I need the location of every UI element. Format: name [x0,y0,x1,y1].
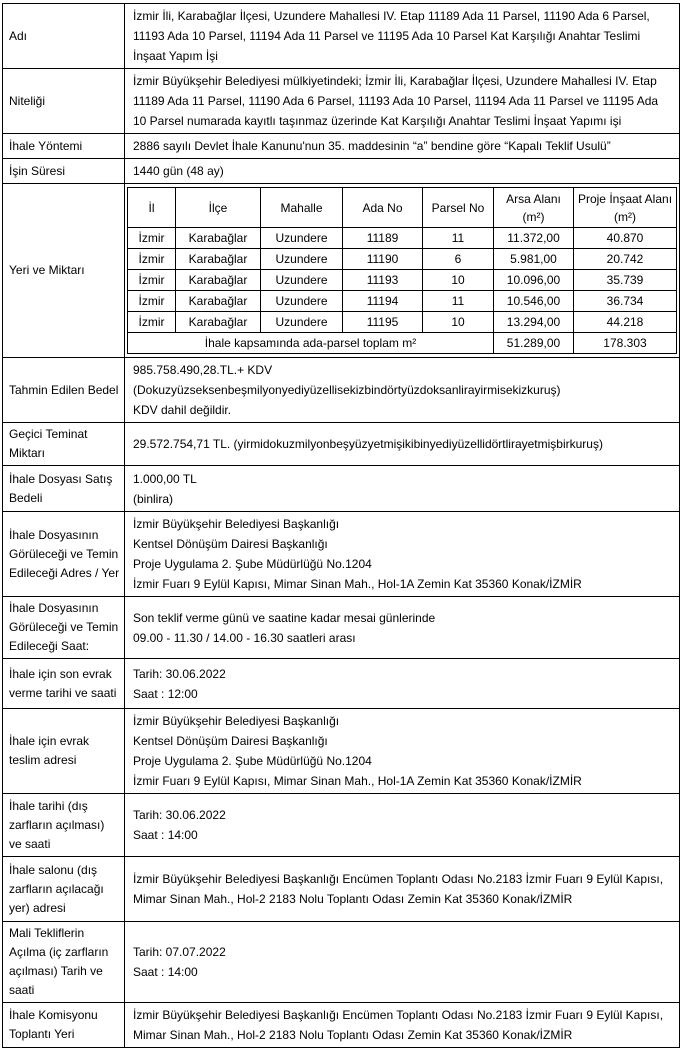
row-label: İhale için evrak teslim adresi [3,709,125,794]
parcel-header-ilce: İlçe [176,188,261,228]
parcel-cell: 6 [423,249,494,270]
parcel-row [128,312,677,333]
value-text: İzmir Büyükşehir Belediyesi mülkiyetindeki; İzmir İli, Karabağlar İlçesi, Uzundere Mahallesi IV. Etap 11189 Ada 11 Parsel, 11190 Ada 6 Parsel, 11193 Ada 10 Parsel, 11194 Ada 11 Parsel ve 11195 Ada 10 Parsel numarada kayıtlı taşınmaz üzerinde Kat Karşılığı Anahtar Teslimi İnşaat Yapımı işi [133,74,659,128]
value-text: Tarih: 30.06.2022 [133,666,226,681]
parcel-header-row [128,188,677,228]
value-text: İzmir Büyükşehir Belediyesi Başkanlığı Encümen Toplantı Odası No.2183 İzmir Fuarı 9 Eylül Kapısı, Mimar Sinan Mah., Hol-2 2183 Nolu Toplantı Odası Zemin Kat 35360 Konak/İZMİR [133,1008,664,1042]
parcel-cell: 36.734 [574,291,677,312]
parcel-cell: Uzundere [261,291,343,312]
parcel-cell: 35.739 [574,270,677,291]
parcel-cell: İzmir [128,228,176,249]
parcel-cell: İzmir [128,249,176,270]
row-label: İşin Süresi [3,159,125,184]
value-text: 1440 gün (48 ay) [133,164,224,178]
value-text: (binlira) [133,491,174,506]
parcel-total-label: İhale kapsamında ada-parsel toplam m² [128,333,494,354]
row-label: İhale Yöntemi [3,134,125,159]
row-label: İhale tarihi (dış zarfların açılması) ve saati [3,794,125,857]
row-ihale-salonu [3,857,680,922]
parcel-cell: İzmir [128,291,176,312]
row-label: İhale Dosyası Satış Bedeli [3,466,125,512]
parcel-header-parsel-no: Parsel No [423,188,494,228]
value-text: Proje Uygulama 2. Şube Müdürlüğü No.1204 [133,754,372,768]
parcel-cell: Uzundere [261,312,343,333]
parcel-cell: 13.294,00 [494,312,574,333]
parcel-cell: 11.372,00 [494,228,574,249]
parcel-table [127,187,677,354]
value-text: İzmir İli, Karabağlar İlçesi, Uzundere Mahallesi IV. Etap 11189 Ada 11 Parsel, 11190 Ada 6 Parsel, 11193 Ada 10 Parsel, 11194 Ada 11 Parsel ve 11195 Ada 10 Parsel Kat Karşılığı Anahtar Teslimi İnşaat Yapım İşi [133,9,650,63]
row-isin-suresi [3,159,680,184]
value-text: Kentsel Dönüşüm Dairesi Başkanlığı [133,537,328,551]
parcel-header-mahalle: Mahalle [261,188,343,228]
parcel-total-row [128,333,677,354]
row-value [125,134,680,159]
row-value [125,709,680,794]
parcel-cell: Karabağlar [176,291,261,312]
row-value [125,1003,680,1048]
parcel-cell: 11190 [343,249,423,270]
parcel-cell: 11194 [343,291,423,312]
row-ihale-tarihi [3,794,680,857]
row-gecici-teminat [3,423,680,466]
parcel-cell: Uzundere [261,228,343,249]
row-value [125,69,680,134]
row-label: İhale için son evrak verme tarihi ve saati [3,659,125,709]
parcel-cell: 20.742 [574,249,677,270]
row-label: İhale Komisyonu Toplantı Yeri [3,1003,125,1048]
parcel-header-ada-no: Ada No [343,188,423,228]
parcel-row [128,228,677,249]
parcel-cell: 5.981,00 [494,249,574,270]
value-text: İzmir Büyükşehir Belediyesi Başkanlığı Encümen Toplantı Odası No.2183 İzmir Fuarı 9 Eylül Kapısı, Mimar Sinan Mah., Hol-2 2183 Nolu Toplantı Odası Zemin Kat 35360 Konak/İZMİR [133,872,664,906]
row-label: İhale Dosyasının Görüleceği ve Temin Edileceği Saat: [3,597,125,659]
row-value [125,466,680,512]
parcel-cell: İzmir [128,270,176,291]
row-adi [3,4,680,69]
row-dosya-saat [3,597,680,659]
row-ihale-yontemi [3,134,680,159]
row-label: Tahmin Edilen Bedel [3,358,125,423]
parcel-header-proje-insaat: Proje İnşaat Alanı (m²) [574,188,677,228]
row-value [125,423,680,466]
value-text: Tarih: 30.06.2022 [133,808,226,822]
value-text: 09.00 - 11.30 / 14.00 - 16.30 saatleri arası [133,630,356,645]
parcel-cell: İzmir [128,312,176,333]
parcel-cell: Karabağlar [176,249,261,270]
row-tahmin-edilen-bedel [3,358,680,423]
value-text: Saat : 14:00 [133,965,198,979]
parcel-row [128,291,677,312]
parcel-cell: 11189 [343,228,423,249]
value-text: 29.572.754,71 TL. (yirmidokuzmilyonbeşyüzyetmişikibinyediyüzellidörtlirayetmişbirkuruş) [133,437,603,451]
parcel-cell: 10 [423,312,494,333]
value-text: Kentsel Dönüşüm Dairesi Başkanlığı [133,734,328,748]
row-label: İhale salonu (dış zarfların açılacağı yer) adresi [3,857,125,922]
parcel-cell: Uzundere [261,270,343,291]
parcel-cell: 10 [423,270,494,291]
row-label: Yeri ve Miktarı [3,184,125,358]
row-son-evrak [3,659,680,709]
row-niteligi [3,69,680,134]
tender-notice-table [2,3,680,1048]
row-value [125,4,680,69]
parcel-cell: Karabağlar [176,312,261,333]
parcel-cell: 10.546,00 [494,291,574,312]
value-text: Tarih: 07.07.2022 [133,945,226,959]
parcel-total-proje: 178.303 [574,333,677,354]
row-value [125,794,680,857]
row-value [125,597,680,659]
value-text: İzmir Büyükşehir Belediyesi Başkanlığı [133,714,340,728]
parcel-cell: Karabağlar [176,270,261,291]
parcel-header-il: İl [128,188,176,228]
row-value [125,184,680,358]
row-value [125,922,680,1003]
parcel-total-arsa: 51.289,00 [494,333,574,354]
parcel-row [128,249,677,270]
row-yeri-ve-miktari [3,184,680,358]
parcel-cell: 11 [423,228,494,249]
row-label: Niteliği [3,69,125,134]
parcel-header-arsa-alani: Arsa Alanı (m²) [494,188,574,228]
value-text: Saat : 12:00 [133,686,198,701]
row-value [125,512,680,597]
value-text: 2886 sayılı Devlet İhale Kanunu'nun 35. maddesinin “a” bendine göre “Kapalı Teklif Usulü” [133,139,611,153]
parcel-cell: 44.218 [574,312,677,333]
parcel-cell: Uzundere [261,249,343,270]
parcel-cell: 10.096,00 [494,270,574,291]
parcel-cell: 11193 [343,270,423,291]
row-evrak-teslim-adresi [3,709,680,794]
parcel-cell: Karabağlar [176,228,261,249]
row-dosya-adres [3,512,680,597]
value-text: 985.758.490,28.TL.+ KDV (Dokuzyüzseksenbeşmilyonyediyüzellisekizbindörtyüzdoksanlirayirmisekizkuruş) [133,363,561,397]
row-value [125,159,680,184]
value-text: 1.000,00 TL [133,471,197,486]
row-value [125,358,680,423]
row-value [125,659,680,709]
parcel-cell: 11 [423,291,494,312]
row-komisyon-toplanti-yeri [3,1003,680,1048]
parcel-cell: 40.870 [574,228,677,249]
row-label: Mali Tekliflerin Açılma (iç zarfların açılması) Tarih ve saati [3,922,125,1003]
value-text: İzmir Büyükşehir Belediyesi Başkanlığı [133,517,340,531]
value-text: İzmir Fuarı 9 Eylül Kapısı, Mimar Sinan Mah., Hol-1A Zemin Kat 35360 Konak/İZMİR [133,774,582,788]
value-text: İzmir Fuarı 9 Eylül Kapısı, Mimar Sinan Mah., Hol-1A Zemin Kat 35360 Konak/İZMİR [133,577,582,591]
row-dosya-satis-bedeli [3,466,680,512]
row-label: Adı [3,4,125,69]
value-text: Proje Uygulama 2. Şube Müdürlüğü No.1204 [133,557,372,571]
row-mali-teklifler [3,922,680,1003]
parcel-row [128,270,677,291]
row-label: Geçici Teminat Miktarı [3,423,125,466]
row-value [125,857,680,922]
value-text: Saat : 14:00 [133,828,198,842]
value-text: KDV dahil değildir. [133,403,232,417]
value-text: Son teklif verme günü ve saatine kadar mesai günlerinde [133,610,436,625]
parcel-cell: 11195 [343,312,423,333]
row-label: İhale Dosyasının Görüleceği ve Temin Edileceği Adres / Yer [3,512,125,597]
